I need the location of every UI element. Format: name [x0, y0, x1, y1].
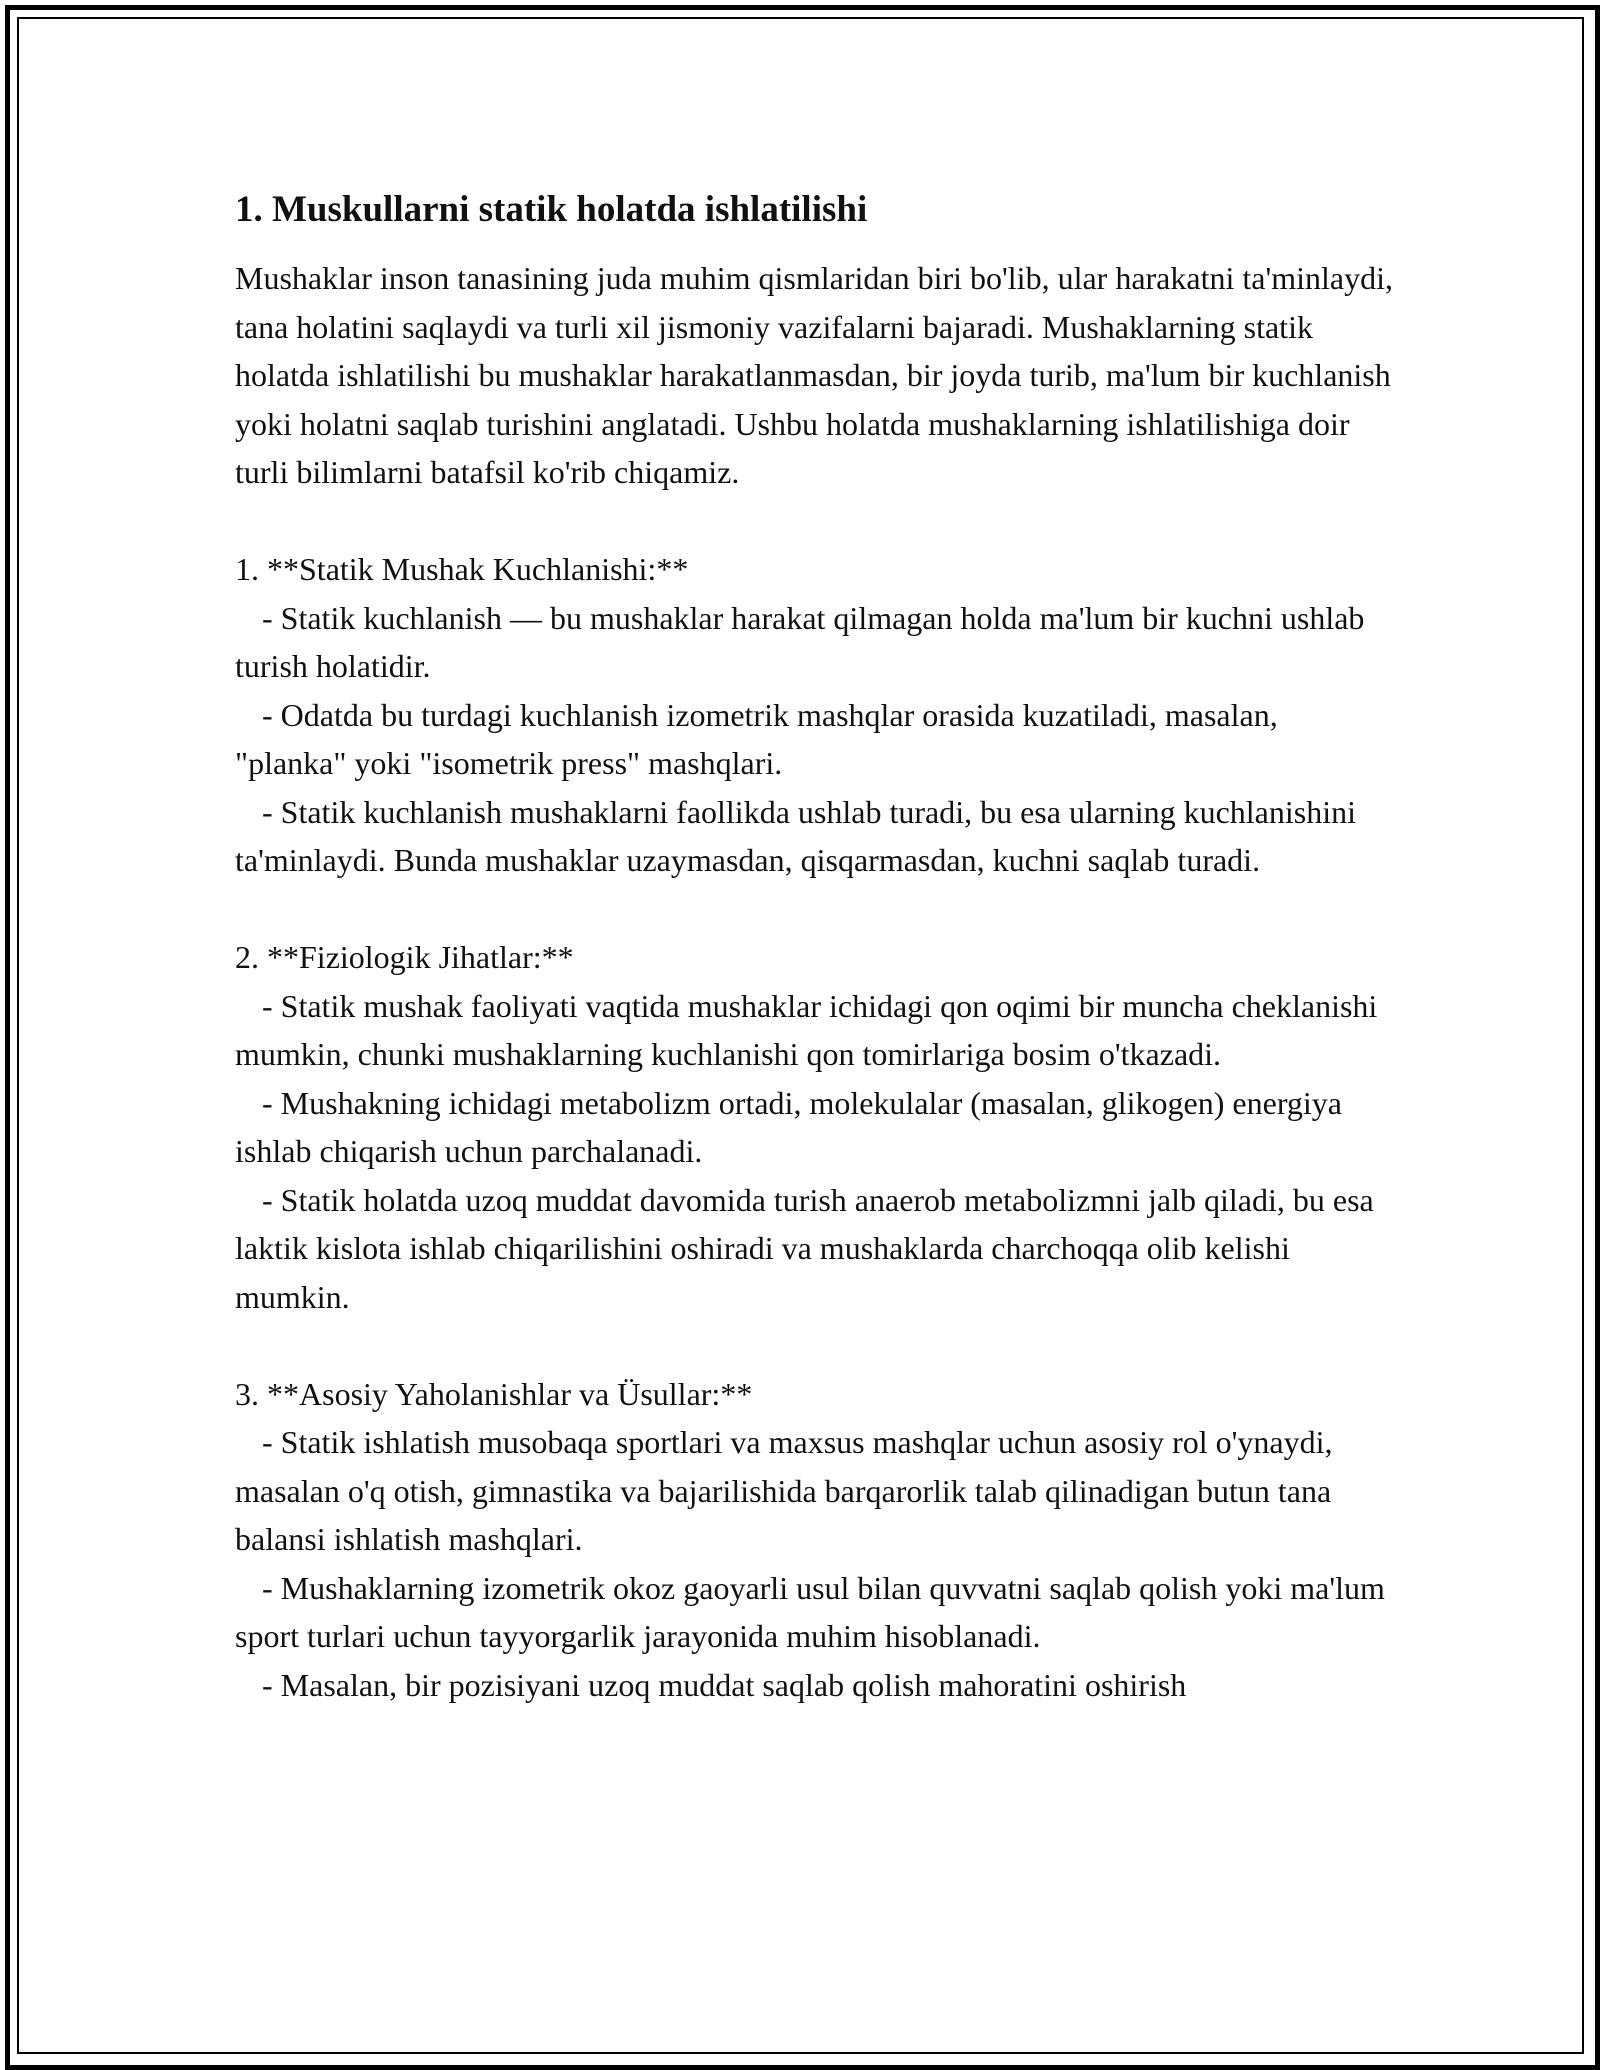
section-1	[235, 545, 1395, 885]
bullet-item: - Statik kuchlanish mushaklarni faollikda ushlab turadi, bu esa ularning kuchlanishini ta'minlaydi. Bunda mushaklar uzaymasdan, qisqarmasdan, kuchni saqlab turadi.	[235, 793, 1356, 878]
section-2	[235, 933, 1395, 1321]
document-title: 1. Muskullarni statik holatda ishlatilishi	[235, 189, 868, 230]
bullet-item: - Statik ishlatish musobaqa sportlari va maxsus mashqlar uchun asosiy rol o'ynaydi, masalan o'q otish, gimnastika va bajarilishida barqarorlik talab qilinadigan butun tana balansi ishlatish mashqlari.	[235, 1424, 1333, 1557]
bullet-item: - Statik holatda uzoq muddat davomida turish anaerob metabolizmni jalb qiladi, bu esa laktik kislota ishlab chiqarilishini oshiradi va mushaklarda charchoqqa olib kelishi mumkin.	[235, 1181, 1374, 1315]
bullet-item: - Masalan, bir pozisiyani uzoq muddat saqlab qolish mahoratini oshirish	[262, 1666, 1187, 1703]
section-heading: 2. **Fiziologik Jihatlar:**	[235, 939, 574, 975]
bullet-item: - Mushaklarning izometrik okoz gaoyarli usul bilan quvvatni saqlab qolish yoki ma'lum sport turlari uchun tayyorgarlik jarayonida muhim hisoblanadi.	[235, 1569, 1385, 1654]
document-body	[235, 186, 1395, 1709]
bullet-item: - Odatda bu turdagi kuchlanish izometrik mashqlar orasida kuzatiladi, masalan, "planka" yoki "isometrik press" mashqlari.	[235, 696, 1278, 781]
bullet-item: - Statik kuchlanish — bu mushaklar harakat qilmagan holda ma'lum bir kuchni ushlab turish holatidir.	[235, 599, 1365, 684]
intro-paragraph: Mushaklar inson tanasining juda muhim qismlaridan biri bo'lib, ular harakatni ta'minlaydi, tana holatini saqlaydi va turli xil jismoniy vazifalarni bajaradi. Mushaklarning statik holatda ishlatilishi bu mushaklar harakatlanmasdan, bir joyda turib, ma'lum bir kuchlanish yoki holatni saqlab turishini anglatadi. Ushbu holatda mushaklarning ishlatilishiga doir turli bilimlarni batafsil ko'rib chiqamiz.	[235, 260, 1393, 490]
section-heading: 3. **Asosiy Yaholanishlar va Üsullar:**	[235, 1375, 753, 1412]
bullet-item: - Statik mushak faoliyati vaqtida mushaklar ichidagi qon oqimi bir muncha cheklanishi mumkin, chunki mushaklarning kuchlanishi qon tomirlariga bosim o'tkazadi.	[235, 987, 1378, 1072]
section-heading: 1. **Statik Mushak Kuchlanishi:**	[235, 551, 689, 587]
section-3	[235, 1370, 1395, 1710]
bullet-item: - Mushakning ichidagi metabolizm ortadi, molekulalar (masalan, glikogen) energiya ishlab chiqarish uchun parchalanadi.	[235, 1084, 1342, 1169]
